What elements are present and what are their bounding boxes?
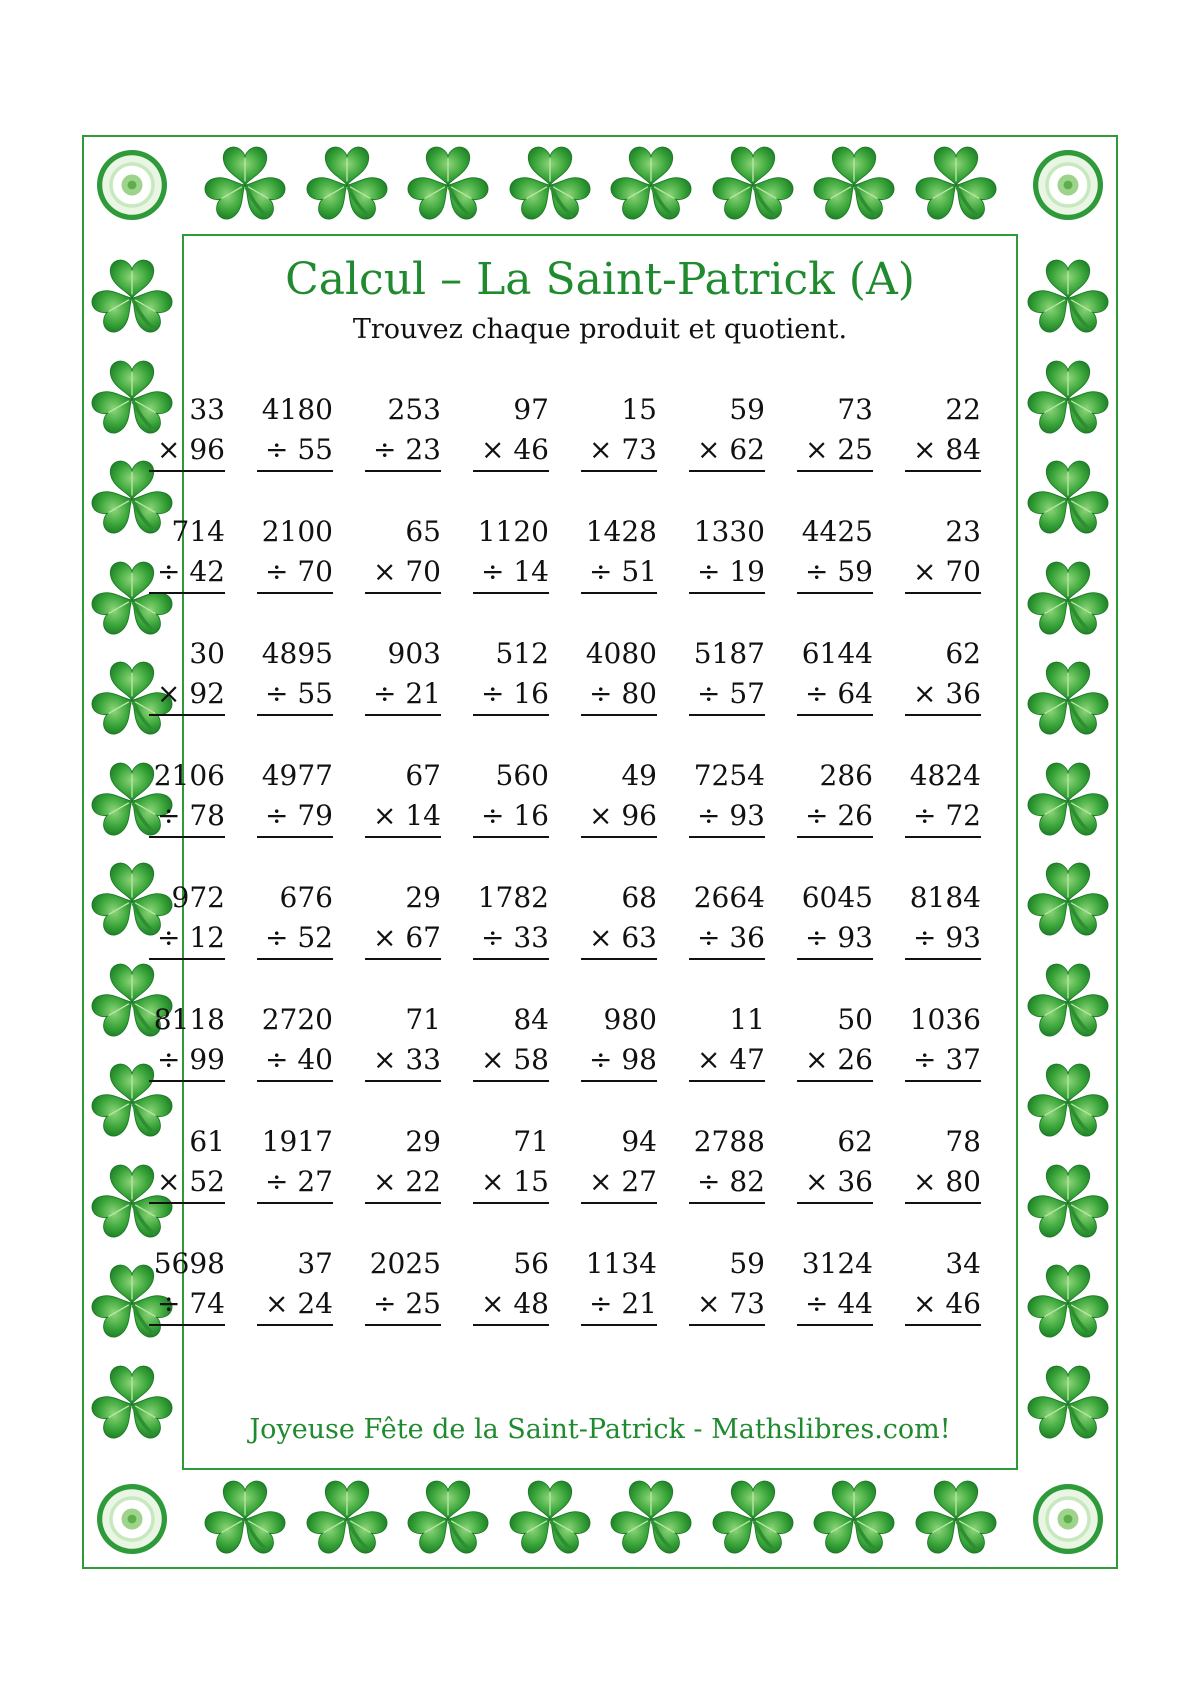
problem-operand: 4895 bbox=[261, 637, 333, 670]
problem-operator-operand: ÷ 74 bbox=[149, 1284, 225, 1326]
problem-operator-operand: × 36 bbox=[905, 674, 981, 716]
problem-operand: 4180 bbox=[261, 393, 333, 426]
problem-operator-operand: ÷ 40 bbox=[257, 1040, 333, 1082]
problem-item bbox=[365, 1122, 441, 1204]
problem-operator-operand: ÷ 80 bbox=[581, 674, 657, 716]
problem-item bbox=[473, 1000, 549, 1082]
problem-operator-operand: ÷ 93 bbox=[905, 918, 981, 960]
problem-operator-operand: ÷ 42 bbox=[149, 552, 225, 594]
problem-item bbox=[149, 1122, 225, 1204]
problem-item bbox=[797, 878, 873, 960]
problem-operator-operand: × 36 bbox=[797, 1162, 873, 1204]
shamrock-icon bbox=[304, 142, 390, 228]
problem-item bbox=[797, 1122, 873, 1204]
problem-item bbox=[905, 878, 981, 960]
problem-operand: 11 bbox=[729, 1003, 765, 1036]
problem-item bbox=[365, 512, 441, 594]
shamrock-icon bbox=[304, 1476, 390, 1562]
problem-operand: 4977 bbox=[261, 759, 333, 792]
problem-operator-operand: ÷ 12 bbox=[149, 918, 225, 960]
problem-operand: 8118 bbox=[153, 1003, 225, 1036]
problem-item bbox=[905, 1122, 981, 1204]
problem-operand: 560 bbox=[495, 759, 549, 792]
problem-item bbox=[365, 634, 441, 716]
problem-operator-operand: ÷ 16 bbox=[473, 674, 549, 716]
shamrock-icon bbox=[710, 1476, 796, 1562]
shamrock-icon bbox=[507, 142, 593, 228]
problem-operator-operand: × 25 bbox=[797, 430, 873, 472]
problem-operand: 49 bbox=[621, 759, 657, 792]
shamrock-icon bbox=[811, 142, 897, 228]
problem-item bbox=[473, 878, 549, 960]
problem-item bbox=[257, 634, 333, 716]
shamrock-icon bbox=[1025, 255, 1111, 341]
problem-operand: 8184 bbox=[909, 881, 981, 914]
problem-operand: 62 bbox=[945, 637, 981, 670]
problem-item bbox=[905, 634, 981, 716]
problem-item bbox=[149, 1244, 225, 1326]
problem-item bbox=[581, 390, 657, 472]
clover-flower-icon bbox=[1026, 143, 1110, 227]
shamrock-icon bbox=[811, 1476, 897, 1562]
problem-operator-operand: ÷ 19 bbox=[689, 552, 765, 594]
problem-operand: 22 bbox=[945, 393, 981, 426]
shamrock-icon bbox=[1025, 858, 1111, 944]
problem-item bbox=[365, 878, 441, 960]
problem-operator-operand: × 84 bbox=[905, 430, 981, 472]
problem-operator-operand: ÷ 16 bbox=[473, 796, 549, 838]
problem-operator-operand: × 73 bbox=[581, 430, 657, 472]
problem-operand: 3124 bbox=[801, 1247, 873, 1280]
shamrock-icon bbox=[507, 1476, 593, 1562]
shamrock-icon bbox=[1025, 1160, 1111, 1246]
problem-operator-operand: ÷ 99 bbox=[149, 1040, 225, 1082]
problem-operator-operand: × 96 bbox=[581, 796, 657, 838]
problem-item bbox=[473, 1244, 549, 1326]
problem-operator-operand: ÷ 23 bbox=[365, 430, 441, 472]
problem-operand: 23 bbox=[945, 515, 981, 548]
shamrock-icon bbox=[1025, 1260, 1111, 1346]
problem-operator-operand: ÷ 82 bbox=[689, 1162, 765, 1204]
problem-operator-operand: ÷ 27 bbox=[257, 1162, 333, 1204]
shamrock-icon bbox=[405, 1476, 491, 1562]
problem-operand: 4824 bbox=[909, 759, 981, 792]
problem-item bbox=[581, 756, 657, 838]
problem-operand: 37 bbox=[297, 1247, 333, 1280]
problem-operator-operand: ÷ 78 bbox=[149, 796, 225, 838]
problem-item bbox=[257, 390, 333, 472]
shamrock-icon bbox=[913, 142, 999, 228]
shamrock-icon bbox=[1025, 959, 1111, 1045]
problem-operand: 29 bbox=[405, 1125, 441, 1158]
problem-operand: 59 bbox=[729, 393, 765, 426]
problem-operator-operand: × 70 bbox=[905, 552, 981, 594]
problem-operator-operand: × 33 bbox=[365, 1040, 441, 1082]
problem-operator-operand: × 96 bbox=[149, 430, 225, 472]
problem-operand: 7254 bbox=[693, 759, 765, 792]
problem-operand: 97 bbox=[513, 393, 549, 426]
problem-item bbox=[365, 1244, 441, 1326]
problem-operator-operand: ÷ 51 bbox=[581, 552, 657, 594]
problem-operand: 1917 bbox=[261, 1125, 333, 1158]
problem-operator-operand: ÷ 36 bbox=[689, 918, 765, 960]
problem-item bbox=[149, 756, 225, 838]
problem-operand: 73 bbox=[837, 393, 873, 426]
footer-text: Joyeuse Fête de la Saint-Patrick - Mathslibres.com! bbox=[249, 1414, 951, 1445]
clover-flower-icon bbox=[1026, 1477, 1110, 1561]
problem-operator-operand: ÷ 72 bbox=[905, 796, 981, 838]
problem-item bbox=[149, 634, 225, 716]
problem-operand: 980 bbox=[603, 1003, 657, 1036]
clover-flower-icon bbox=[90, 143, 174, 227]
problem-operand: 253 bbox=[387, 393, 441, 426]
problem-operator-operand: × 80 bbox=[905, 1162, 981, 1204]
problem-operator-operand: × 27 bbox=[581, 1162, 657, 1204]
problem-operator-operand: × 15 bbox=[473, 1162, 549, 1204]
problem-operator-operand: ÷ 33 bbox=[473, 918, 549, 960]
problem-item bbox=[905, 756, 981, 838]
problem-operator-operand: ÷ 37 bbox=[905, 1040, 981, 1082]
problem-operator-operand: ÷ 44 bbox=[797, 1284, 873, 1326]
problem-item bbox=[257, 1000, 333, 1082]
problem-operator-operand: ÷ 52 bbox=[257, 918, 333, 960]
problem-item bbox=[689, 1122, 765, 1204]
problem-item bbox=[257, 878, 333, 960]
problem-item bbox=[689, 878, 765, 960]
problem-operator-operand: × 48 bbox=[473, 1284, 549, 1326]
problem-operator-operand: ÷ 55 bbox=[257, 430, 333, 472]
problem-item bbox=[257, 756, 333, 838]
problem-item bbox=[149, 512, 225, 594]
shamrock-icon bbox=[202, 142, 288, 228]
problem-operand: 1134 bbox=[585, 1247, 657, 1280]
shamrock-icon bbox=[89, 1361, 175, 1447]
problem-operator-operand: ÷ 79 bbox=[257, 796, 333, 838]
problem-operand: 4080 bbox=[585, 637, 657, 670]
problem-operator-operand: × 52 bbox=[149, 1162, 225, 1204]
problem-item bbox=[797, 1244, 873, 1326]
problem-operator-operand: ÷ 21 bbox=[581, 1284, 657, 1326]
problem-item bbox=[797, 390, 873, 472]
problem-item bbox=[581, 1122, 657, 1204]
problem-operand: 2720 bbox=[261, 1003, 333, 1036]
problem-operand: 94 bbox=[621, 1125, 657, 1158]
problem-operand: 714 bbox=[171, 515, 225, 548]
problem-item bbox=[581, 512, 657, 594]
shamrock-icon bbox=[405, 142, 491, 228]
problem-item bbox=[797, 756, 873, 838]
problem-operand: 6144 bbox=[801, 637, 873, 670]
problem-item bbox=[581, 1244, 657, 1326]
shamrock-icon bbox=[1025, 657, 1111, 743]
problem-operand: 1120 bbox=[477, 515, 549, 548]
problem-item bbox=[797, 512, 873, 594]
problem-operand: 65 bbox=[405, 515, 441, 548]
problem-operand: 286 bbox=[819, 759, 873, 792]
problem-operator-operand: ÷ 93 bbox=[797, 918, 873, 960]
problem-item bbox=[689, 634, 765, 716]
problem-item bbox=[905, 1000, 981, 1082]
problem-operator-operand: × 63 bbox=[581, 918, 657, 960]
problem-operand: 1782 bbox=[477, 881, 549, 914]
problem-operator-operand: × 22 bbox=[365, 1162, 441, 1204]
problem-operand: 67 bbox=[405, 759, 441, 792]
instructions: Trouvez chaque produit et quotient. bbox=[352, 314, 848, 345]
shamrock-icon bbox=[1025, 456, 1111, 542]
problem-operand: 2100 bbox=[261, 515, 333, 548]
problem-operator-operand: × 58 bbox=[473, 1040, 549, 1082]
problem-operator-operand: × 70 bbox=[365, 552, 441, 594]
problem-operator-operand: × 73 bbox=[689, 1284, 765, 1326]
problem-operator-operand: ÷ 59 bbox=[797, 552, 873, 594]
problem-operator-operand: ÷ 14 bbox=[473, 552, 549, 594]
problem-operand: 34 bbox=[945, 1247, 981, 1280]
problem-operator-operand: ÷ 21 bbox=[365, 674, 441, 716]
shamrock-icon bbox=[89, 255, 175, 341]
clover-flower-icon bbox=[90, 1477, 174, 1561]
problem-item bbox=[689, 756, 765, 838]
problem-item bbox=[257, 1122, 333, 1204]
problem-item bbox=[689, 1000, 765, 1082]
problem-operator-operand: ÷ 64 bbox=[797, 674, 873, 716]
problem-operator-operand: ÷ 98 bbox=[581, 1040, 657, 1082]
problem-item bbox=[365, 756, 441, 838]
problem-item bbox=[149, 1000, 225, 1082]
problem-operand: 71 bbox=[405, 1003, 441, 1036]
shamrock-icon bbox=[913, 1476, 999, 1562]
problem-item bbox=[473, 634, 549, 716]
problem-operator-operand: × 67 bbox=[365, 918, 441, 960]
problem-operand: 4425 bbox=[801, 515, 873, 548]
problem-operand: 1428 bbox=[585, 515, 657, 548]
problem-operator-operand: × 46 bbox=[473, 430, 549, 472]
shamrock-icon bbox=[1025, 356, 1111, 442]
problem-operand: 2106 bbox=[153, 759, 225, 792]
problem-operand: 5187 bbox=[693, 637, 765, 670]
problem-operator-operand: × 24 bbox=[257, 1284, 333, 1326]
problem-item bbox=[581, 634, 657, 716]
problem-item bbox=[905, 512, 981, 594]
problem-item bbox=[257, 1244, 333, 1326]
problem-item bbox=[473, 1122, 549, 1204]
problem-operator-operand: × 62 bbox=[689, 430, 765, 472]
problem-operand: 61 bbox=[189, 1125, 225, 1158]
problem-operand: 2025 bbox=[369, 1247, 441, 1280]
problem-operand: 30 bbox=[189, 637, 225, 670]
problem-item bbox=[905, 1244, 981, 1326]
problem-operator-operand: × 26 bbox=[797, 1040, 873, 1082]
problem-item bbox=[689, 1244, 765, 1326]
problem-operand: 68 bbox=[621, 881, 657, 914]
problem-item bbox=[797, 1000, 873, 1082]
problem-item bbox=[149, 878, 225, 960]
problem-operand: 1036 bbox=[909, 1003, 981, 1036]
problem-item bbox=[473, 512, 549, 594]
problem-operand: 2788 bbox=[693, 1125, 765, 1158]
shamrock-icon bbox=[1025, 1361, 1111, 1447]
problem-operator-operand: ÷ 26 bbox=[797, 796, 873, 838]
problem-operator-operand: ÷ 70 bbox=[257, 552, 333, 594]
shamrock-icon bbox=[1025, 557, 1111, 643]
problem-operator-operand: ÷ 57 bbox=[689, 674, 765, 716]
problem-item bbox=[149, 390, 225, 472]
problem-operand: 676 bbox=[279, 881, 333, 914]
problem-item bbox=[473, 756, 549, 838]
problem-operand: 5698 bbox=[153, 1247, 225, 1280]
problem-operand: 15 bbox=[621, 393, 657, 426]
problem-operator-operand: × 46 bbox=[905, 1284, 981, 1326]
problem-item bbox=[797, 634, 873, 716]
problem-item bbox=[905, 390, 981, 472]
problem-operand: 903 bbox=[387, 637, 441, 670]
problem-operand: 6045 bbox=[801, 881, 873, 914]
problem-item bbox=[365, 390, 441, 472]
problem-item bbox=[365, 1000, 441, 1082]
shamrock-icon bbox=[202, 1476, 288, 1562]
problem-operator-operand: × 92 bbox=[149, 674, 225, 716]
problem-operand: 84 bbox=[513, 1003, 549, 1036]
problem-operand: 972 bbox=[171, 881, 225, 914]
shamrock-icon bbox=[710, 142, 796, 228]
problem-operand: 1330 bbox=[693, 515, 765, 548]
problem-operator-operand: ÷ 93 bbox=[689, 796, 765, 838]
shamrock-icon bbox=[1025, 758, 1111, 844]
problem-operator-operand: × 47 bbox=[689, 1040, 765, 1082]
problem-operator-operand: × 14 bbox=[365, 796, 441, 838]
problem-operand: 29 bbox=[405, 881, 441, 914]
problem-operand: 512 bbox=[495, 637, 549, 670]
problem-item bbox=[581, 878, 657, 960]
problem-operator-operand: ÷ 55 bbox=[257, 674, 333, 716]
problem-operand: 2664 bbox=[693, 881, 765, 914]
shamrock-icon bbox=[1025, 1059, 1111, 1145]
problem-item bbox=[257, 512, 333, 594]
problem-operand: 62 bbox=[837, 1125, 873, 1158]
problem-operand: 50 bbox=[837, 1003, 873, 1036]
problem-item bbox=[581, 1000, 657, 1082]
problem-item bbox=[689, 512, 765, 594]
problem-operator-operand: ÷ 25 bbox=[365, 1284, 441, 1326]
problem-operand: 71 bbox=[513, 1125, 549, 1158]
shamrock-icon bbox=[608, 142, 694, 228]
problem-operand: 78 bbox=[945, 1125, 981, 1158]
shamrock-icon bbox=[608, 1476, 694, 1562]
problem-operand: 59 bbox=[729, 1247, 765, 1280]
problem-item bbox=[689, 390, 765, 472]
page-title: Calcul – La Saint-Patrick (A) bbox=[285, 254, 915, 305]
problem-operand: 33 bbox=[189, 393, 225, 426]
problem-operand: 56 bbox=[513, 1247, 549, 1280]
problem-item bbox=[473, 390, 549, 472]
